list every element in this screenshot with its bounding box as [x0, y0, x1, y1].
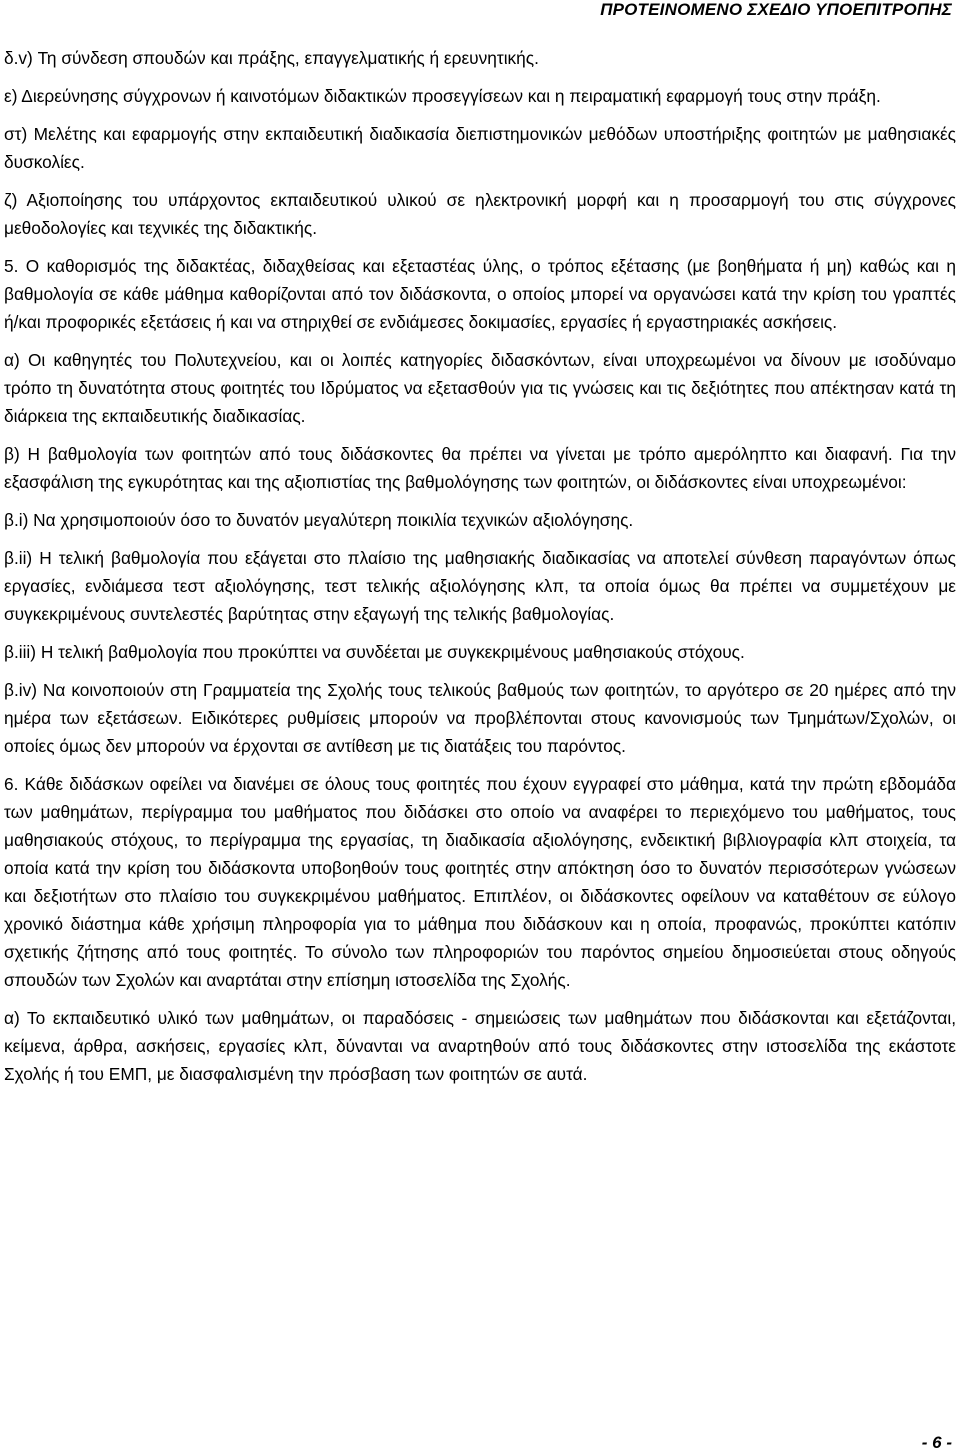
paragraph-5b-iii: β.iii) Η τελική βαθμολογία που προκύπτει να συνδέεται με συγκεκριμένους μαθησιακούς στόχους.: [4, 642, 745, 662]
paragraph-5b: β) Η βαθμολογία των φοιτητών από τους διδάσκοντες θα πρέπει να γίνεται με τρόπο αμερόληπτο και διαφανή. Για την εξασφάλιση της εγκυρότητας και της αξιοπιστίας της βαθμολόγησης των φοιτητών, οι διδάσκοντες είναι υποχρεωμένοι:: [4, 444, 956, 492]
paragraph-6: 6. Κάθε διδάσκων οφείλει να διανέμει σε όλους τους φοιτητές που έχουν εγγραφεί στο μάθημα, κατά την πρώτη εβδομάδα των μαθημάτων, περίγραμμα του μαθήματος που διδάσκει στο οποίο να αναφέρει το περιεχόμενο του μαθήματος, τους μαθησιακούς στόχους, το περίγραμμα της εργασίας, τη διαδικασία αξιολόγησης, ενδεικτική βιβλιογραφία κλπ στοιχεία, τα οποία κατά την κρίση του διδάσκοντα υποβοηθούν τους φοιτητές στην απόκτηση όσο το δυνατόν περισσότερων γνώσεων και δεξιοτήτων στο πλαίσιο του συγκεκριμένου μαθήματος. Επιπλέον, οι διδάσκοντες οφείλουν να καταθέτουν σε εύλογο χρονικό διάστημα κάθε χρήσιμη πληροφορία για το μάθημα που διδάσκουν και η οποία, προφανώς, προκύπτει κατόπιν σχετικής ζήτησης από τους φοιτητές. Το σύνολο των πληροφοριών του παρόντος σημείου δημοσιεύεται στους οδηγούς σπουδών των Σχολών και αναρτάται στην επίσημη ιστοσελίδα της Σχολής.: [4, 774, 956, 990]
paragraph-e: ε) Διερεύνησης σύγχρονων ή καινοτόμων διδακτικών προσεγγίσεων και η πειραματική εφαρμογή τους στην πράξη.: [4, 86, 881, 106]
paragraph-st: στ) Μελέτης και εφαρμογής στην εκπαιδευτική διαδικασία διεπιστημονικών μεθόδων υποστήριξης φοιτητών με μαθησιακές δυσκολίες.: [4, 124, 956, 172]
paragraph-dv: δ.v) Τη σύνδεση σπουδών και πράξης, επαγγελματικής ή ερευνητικής.: [4, 48, 539, 68]
paragraph-5b-iv: β.iv) Να κοινοποιούν στη Γραμματεία της Σχολής τους τελικούς βαθμούς των φοιτητών, το αργότερο σε 20 ημέρες από την ημέρα των εξετάσεων. Ειδικότερες ρυθμίσεις μπορούν να προβλέπονται στους κανονισμούς των Τμημάτων/Σχολών, οι οποίες όμως δεν μπορούν να έρχονται σε αντίθεση με τις διατάξεις του παρόντος.: [4, 680, 956, 756]
document-header: ΠΡΟΤΕΙΝΟΜΕΝΟ ΣΧΕΔΙΟ ΥΠΟΕΠΙΤΡΟΠΗΣ: [600, 0, 952, 19]
paragraph-5b-ii: β.ii) Η τελική βαθμολογία που εξάγεται στο πλαίσιο της μαθησιακής διαδικασίας να αποτελεί σύνθεση παραγόντων όπως εργασίες, ενδιάμεσα τεστ αξιολόγησης, τεστ τελικής αξιολόγησης κλπ, τα οποία όμως θα πρέπει να συμμετέχουν με συγκεκριμένους συντελεστές βαρύτητας στην εξαγωγή της τελικής βαθμολογίας.: [4, 548, 956, 624]
paragraph-5b-i: β.i) Να χρησιμοποιούν όσο το δυνατόν μεγαλύτερη ποικιλία τεχνικών αξιολόγησης.: [4, 510, 634, 530]
page-number: - 6 -: [921, 1433, 952, 1452]
paragraph-z: ζ) Αξιοποίησης του υπάρχοντος εκπαιδευτικού υλικού σε ηλεκτρονική μορφή και η προσαρμογή του στις σύγχρονες μεθοδολογίες και τεχνικές της διδακτικής.: [4, 190, 956, 238]
paragraph-6a: α) Το εκπαιδευτικό υλικό των μαθημάτων, οι παραδόσεις - σημειώσεις των μαθημάτων που διδάσκονται και εξετάζονται, κείμενα, άρθρα, ασκήσεις, εργασίες κλπ, δύνανται να αναρτηθούν από τους διδάσκοντες στην ιστοσελίδα της εκάστοτε Σχολής ή του ΕΜΠ, με διασφαλισμένη την πρόσβαση των φοιτητών σε αυτά.: [4, 1008, 956, 1084]
document-body: [4, 44, 956, 1098]
paragraph-5a: α) Οι καθηγητές του Πολυτεχνείου, και οι λοιπές κατηγορίες διδασκόντων, είναι υποχρεωμένοι να δίνουν με ισοδύναμο τρόπο τη δυνατότητα στους φοιτητές του Ιδρύματος να εξετασθούν για τις γνώσεις και τις δεξιότητες που απέκτησαν κατά τη διάρκεια της εκπαιδευτικής διαδικασίας.: [4, 350, 956, 426]
paragraph-5: 5. Ο καθορισμός της διδακτέας, διδαχθείσας και εξεταστέας ύλης, ο τρόπος εξέτασης (με βοηθήματα ή μη) καθώς και η βαθμολογία σε κάθε μάθημα καθορίζονται από τον διδάσκοντα, ο οποίος μπορεί να οργανώσει κατά την κρίση του γραπτές ή/και προφορικές εξετάσεις ή και να στηριχθεί σε ενδιάμεσες δοκιμασίες, εργασίες ή εργαστηριακές ασκήσεις.: [4, 256, 956, 332]
